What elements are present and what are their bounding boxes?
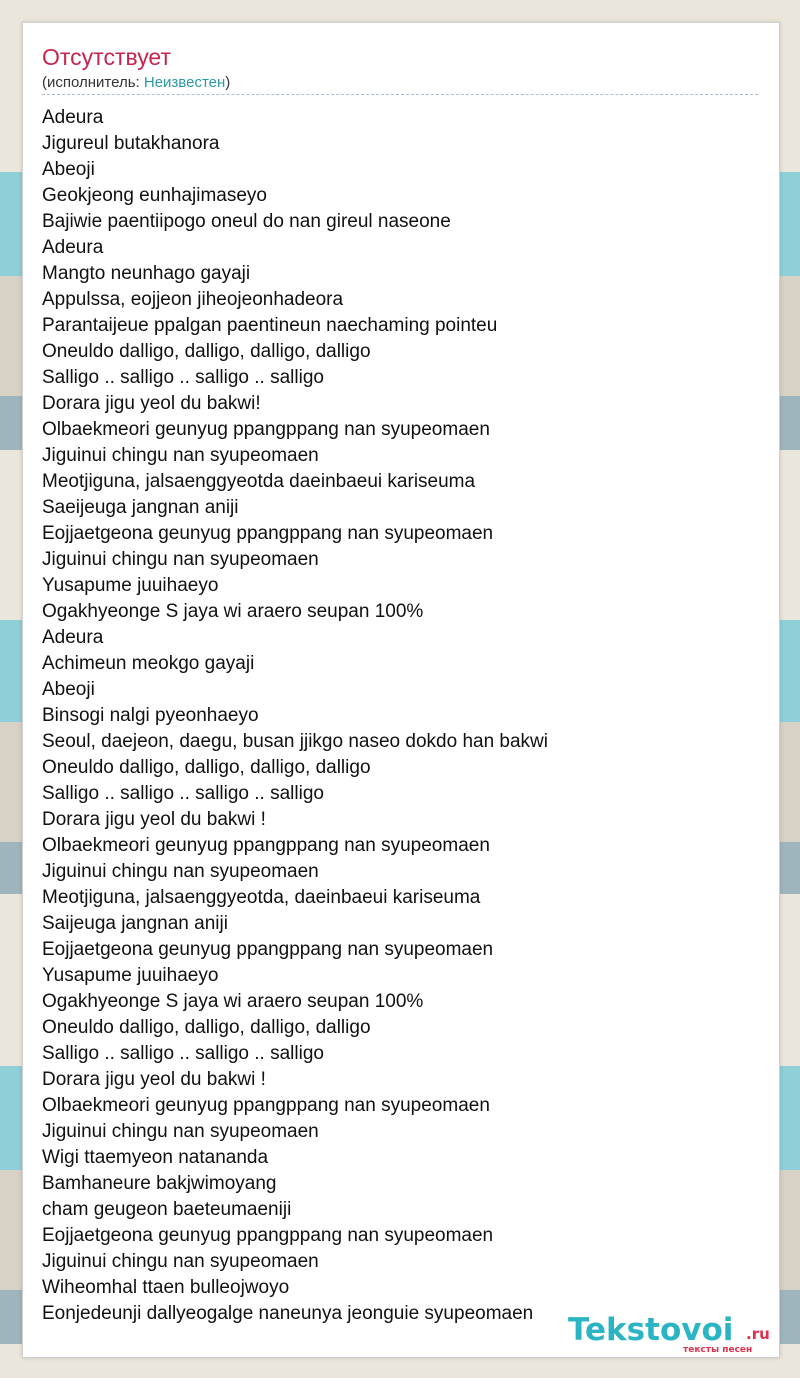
lyric-line: Eojjaetgeona geunyug ppangppang nan syupeomaen	[42, 939, 494, 960]
lyric-line: Binsogi nalgi pyeonhaeyo	[42, 705, 259, 726]
lyric-line: Bajiwie paentiipogo oneul do nan gireul naseone	[42, 211, 451, 232]
lyric-line: Saijeuga jangnan aniji	[42, 913, 228, 934]
performer-link[interactable]: Неизвестен	[143, 74, 226, 91]
lyric-line: Eojjaetgeona geunyug ppangppang nan syupeomaen	[42, 1225, 494, 1246]
lyric-line: Dorara jigu yeol du bakwi !	[42, 809, 266, 830]
lyric-line: Olbaekmeori geunyug ppangppang nan syupeomaen	[42, 419, 490, 440]
lyric-line: Oneuldo dalligo, dalligo, dalligo, dalligo	[42, 1017, 371, 1038]
lyric-line: Seoul, daejeon, daegu, busan jjikgo naseo dokdo han bakwi	[42, 731, 548, 752]
lyric-line: Dorara jigu yeol du bakwi!	[42, 393, 261, 414]
lyric-line: Jiguinui chingu nan syupeomaen	[42, 549, 319, 570]
lyric-line: Bamhaneure bakjwimoyang	[42, 1173, 277, 1194]
lyric-line: Parantaijeue ppalgan paentineun naechaming pointeu	[42, 315, 498, 336]
lyric-line: Olbaekmeori geunyug ppangppang nan syupeomaen	[42, 835, 490, 856]
lyric-line: Dorara jigu yeol du bakwi !	[42, 1069, 266, 1090]
lyric-line: Meotjiguna, jalsaenggyeotda daeinbaeui kariseuma	[42, 471, 476, 492]
lyric-line: Olbaekmeori geunyug ppangppang nan syupeomaen	[42, 1095, 490, 1116]
lyric-line: Achimeun meokgo gayaji	[42, 653, 255, 674]
logo-wordmark: Tekstovoi	[568, 1312, 734, 1348]
title-divider	[42, 94, 758, 95]
lyric-line: Salligo .. salligo .. salligo .. salligo	[42, 783, 324, 804]
lyric-line: Ogakhyeonge S jaya wi araero seupan 100%	[42, 991, 424, 1012]
lyric-line: Appulssa, eojjeon jiheojeonhadeora	[42, 289, 344, 310]
logo-tagline: тексты песен	[683, 1345, 753, 1355]
lyric-line: Mangto neunhago gayaji	[42, 263, 251, 284]
lyric-line: Jiguinui chingu nan syupeomaen	[42, 1251, 319, 1272]
lyric-line: Jiguinui chingu nan syupeomaen	[42, 445, 319, 466]
lyric-line: Wigi ttaemyeon natananda	[42, 1147, 269, 1168]
lyric-line: cham geugeon baeteumaeniji	[42, 1199, 292, 1220]
lyric-line: Adeura	[42, 107, 104, 128]
lyric-line: Saeijeuga jangnan aniji	[42, 497, 239, 518]
lyric-line: Jigureul butakhanora	[42, 133, 220, 154]
logo-domain: .ru	[746, 1325, 770, 1343]
lyric-line: Eonjedeunji dallyeogalge naneunya jeonguie syupeomaen	[42, 1303, 534, 1324]
lyric-line: Adeura	[42, 627, 104, 648]
performer-line	[42, 73, 230, 93]
lyrics-card	[22, 22, 780, 1358]
performer-suffix: )	[225, 74, 231, 91]
lyric-line: Abeoji	[42, 159, 95, 180]
lyric-line: Geokjeong eunhajimaseyo	[42, 185, 267, 206]
lyric-line: Adeura	[42, 237, 104, 258]
lyric-line: Jiguinui chingu nan syupeomaen	[42, 1121, 319, 1142]
site-logo[interactable]	[568, 1313, 773, 1353]
lyric-line: Jiguinui chingu nan syupeomaen	[42, 861, 319, 882]
performer-prefix: (исполнитель:	[42, 74, 144, 91]
song-title: Отсутствует	[42, 44, 171, 70]
lyric-line: Wiheomhal ttaen bulleojwoyo	[42, 1277, 290, 1298]
lyric-line: Ogakhyeonge S jaya wi araero seupan 100%	[42, 601, 424, 622]
lyric-line: Yusapume juuihaeyo	[42, 965, 219, 986]
lyric-line: Abeoji	[42, 679, 95, 700]
lyric-line: Yusapume juuihaeyo	[42, 575, 219, 596]
lyrics-text	[42, 105, 548, 1327]
lyric-line: Meotjiguna, jalsaenggyeotda, daeinbaeui kariseuma	[42, 887, 481, 908]
lyric-line: Salligo .. salligo .. salligo .. salligo	[42, 1043, 324, 1064]
lyric-line: Eojjaetgeona geunyug ppangppang nan syupeomaen	[42, 523, 494, 544]
lyric-line: Salligo .. salligo .. salligo .. salligo	[42, 367, 324, 388]
lyric-line: Oneuldo dalligo, dalligo, dalligo, dalligo	[42, 341, 371, 362]
lyric-line: Oneuldo dalligo, dalligo, dalligo, dalligo	[42, 757, 371, 778]
